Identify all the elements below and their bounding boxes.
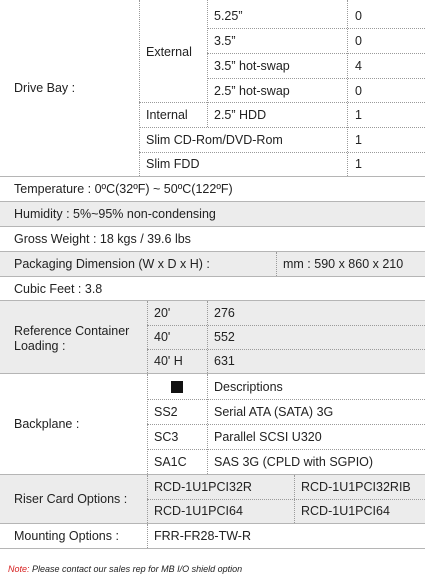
riser-option: RCD-1U1PCI32RIB (301, 480, 411, 494)
footnote (8, 564, 242, 574)
backplane-desc: SAS 3G (CPLD with SGPIO) (214, 454, 374, 469)
container-label-line1: Reference Container (14, 324, 130, 338)
drive-qty: 0 (355, 83, 362, 98)
divider (139, 152, 425, 153)
divider (207, 53, 425, 54)
drive-type: 3.5” hot-swap (214, 58, 290, 73)
black-square-icon (171, 381, 183, 393)
divider (139, 102, 425, 103)
cubic-feet-row (0, 277, 425, 300)
riser-option: RCD-1U1PCI64 (154, 504, 243, 518)
humidity-text: Humidity : 5%~95% non-condensing (14, 207, 216, 221)
drive-type: Slim CD-Rom/DVD-Rom (146, 132, 283, 147)
divider (139, 127, 425, 128)
backplane-desc: Serial ATA (SATA) 3G (214, 404, 334, 419)
temperature-text: Temperature : 0ºC(32ºF) ~ 50ºC(122ºF) (14, 182, 233, 196)
drive-bay-external-label: External (146, 45, 192, 59)
drive-qty: 0 (355, 8, 362, 23)
footnote-text: Please contact our sales rep for MB I/O shield option (29, 564, 243, 574)
drive-bay-label: Drive Bay : (14, 81, 76, 95)
drive-qty: 1 (355, 107, 362, 122)
riser-option: RCD-1U1PCI64 (301, 504, 390, 518)
mounting-label: Mounting Options : (14, 529, 119, 543)
divider (147, 424, 425, 425)
footnote-label: Note: (8, 564, 30, 574)
divider (139, 0, 140, 176)
mounting-row (0, 524, 425, 548)
container-loading-section (0, 301, 425, 373)
divider (147, 325, 425, 326)
drive-type: Slim FDD (146, 157, 200, 171)
divider (276, 252, 277, 276)
temperature-row (0, 177, 425, 201)
packaging-row (0, 252, 425, 276)
drive-type: 2.5” hot-swap (214, 83, 290, 98)
packaging-label: Packaging Dimension (W x D x H) : (14, 257, 210, 271)
cubic-feet-text: Cubic Feet : 3.8 (14, 281, 103, 296)
divider (0, 548, 425, 549)
drive-bay-internal-label: Internal (146, 107, 188, 122)
backplane-header-marker (171, 374, 183, 399)
drive-type: 2.5” HDD (214, 107, 267, 122)
drive-qty: 1 (355, 157, 362, 171)
divider (147, 349, 425, 350)
gross-weight-row (0, 227, 425, 251)
humidity-row (0, 202, 425, 226)
drive-qty: 4 (355, 58, 362, 73)
drive-type: 3.5” (214, 33, 236, 48)
backplane-header: Descriptions (214, 379, 283, 394)
divider (147, 301, 148, 373)
drive-bay-section (0, 0, 425, 176)
backplane-desc: Parallel SCSI U320 (214, 429, 322, 444)
backplane-label: Backplane : (14, 417, 80, 431)
drive-qty: 1 (355, 132, 362, 147)
gross-weight-text: Gross Weight : 18 kgs / 39.6 lbs (14, 232, 191, 246)
container-size: 20' (154, 306, 171, 320)
mounting-value: FRR-FR28-TW-R (154, 529, 251, 543)
divider (147, 449, 425, 450)
container-size: 40' (154, 330, 171, 344)
container-qty: 552 (214, 330, 235, 344)
riser-option: RCD-1U1PCI32R (154, 480, 252, 494)
container-qty: 631 (214, 354, 235, 368)
divider (207, 301, 208, 373)
backplane-code: SC3 (154, 429, 179, 444)
packaging-value: mm : 590 x 860 x 210 (283, 257, 404, 271)
divider (147, 524, 148, 548)
divider (347, 0, 348, 176)
riser-label: Riser Card Options : (14, 492, 128, 506)
divider (207, 0, 208, 127)
container-size: 40' H (154, 354, 183, 368)
backplane-code: SS2 (154, 404, 178, 419)
divider (207, 78, 425, 79)
divider (147, 399, 425, 400)
container-qty: 276 (214, 306, 235, 320)
backplane-code: SA1C (154, 454, 187, 469)
drive-type: 5.25” (214, 8, 243, 23)
divider (147, 499, 425, 500)
drive-qty: 0 (355, 33, 362, 48)
divider (207, 28, 425, 29)
container-label-line2: Loading : (14, 339, 66, 353)
